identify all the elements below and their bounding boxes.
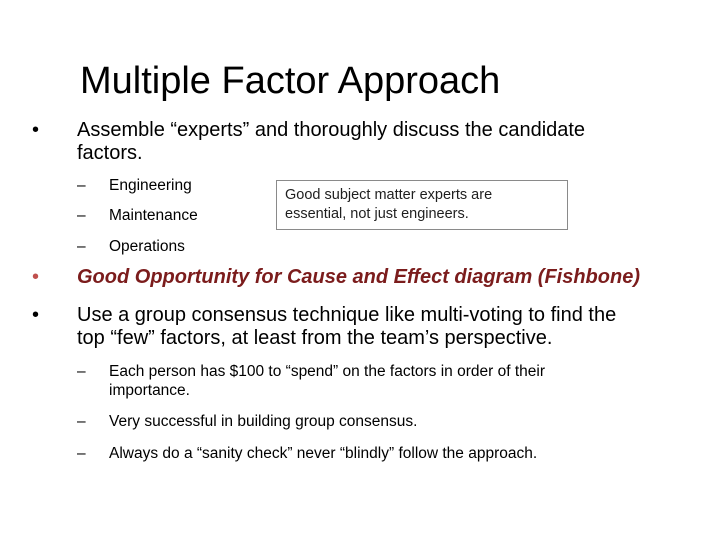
sub-item-label: Very successful in building group consensus. [109, 413, 418, 430]
dash-icon: – [77, 238, 86, 255]
sub-item-text-line-2: importance. [109, 382, 190, 399]
sub-item-engineering [77, 176, 257, 196]
callout-box [276, 180, 568, 230]
bullet-text [77, 304, 616, 350]
dash-icon: – [77, 207, 86, 224]
sub-item-text [109, 362, 545, 400]
sub-item-label: Maintenance [109, 207, 198, 224]
bullet-text-line-1: Use a group consensus technique like multi-voting to find the [77, 304, 617, 326]
sub-item-spend-100 [77, 362, 677, 400]
sub-item-operations [77, 237, 257, 257]
slide-title: Multiple Factor Approach [80, 60, 501, 102]
bullet-assemble-experts [32, 119, 692, 165]
sub-item-very-successful [77, 412, 677, 432]
sub-item-label: Operations [109, 238, 185, 255]
bullet-fishbone [32, 266, 702, 290]
sub-item-label: Engineering [109, 177, 192, 194]
bullet-group-consensus [32, 304, 702, 350]
sub-item-sanity-check [77, 444, 677, 464]
bullet-text-line-1: Assemble “experts” and thoroughly discuss the candidate [77, 119, 586, 141]
callout-text-line-2: essential, not just engineers. [285, 206, 469, 222]
dash-icon: – [77, 363, 86, 380]
bullet-text-line-2: factors. [77, 142, 143, 164]
bullet-emphasis-text: Good Opportunity for Cause and Effect diagram (Fishbone) [77, 266, 640, 288]
sub-item-text-line-1: Each person has $100 to “spend” on the factors in order of their [109, 363, 545, 380]
dash-icon: – [77, 445, 86, 462]
dash-icon: – [77, 177, 86, 194]
bullet-icon: • [32, 119, 40, 141]
bullet-text-line-2: top “few” factors, at least from the team’s perspective. [77, 327, 553, 349]
bullet-icon: • [32, 266, 40, 288]
bullet-text [77, 119, 585, 165]
callout-text-line-1: Good subject matter experts are [285, 187, 493, 203]
dash-icon: – [77, 413, 86, 430]
sub-item-maintenance [77, 206, 257, 226]
sub-item-label: Always do a “sanity check” never “blindly” follow the approach. [109, 445, 538, 462]
bullet-icon: • [32, 304, 40, 326]
